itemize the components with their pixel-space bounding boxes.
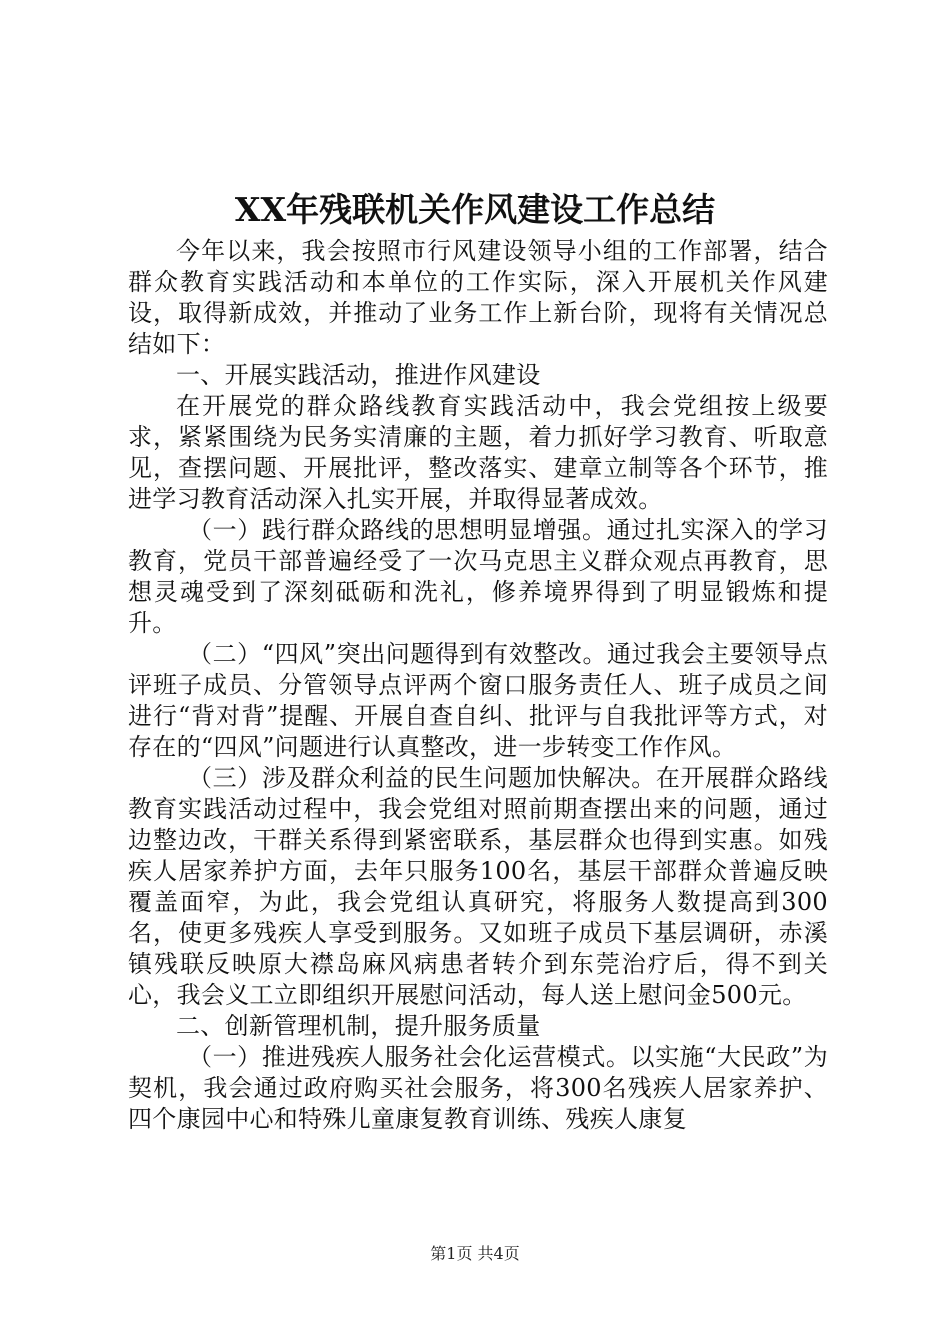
paragraph-item-1-1: （一）践行群众路线的思想明显增强。通过扎实深入的学习教育，党员干部普遍经受了一次马克思主义群众观点再教育，思想灵魂受到了深刻砥砺和洗礼，修养境界得到了明显锻炼和提升。 xyxy=(128,516,828,637)
section-heading-1: 一、开展实践活动，推进作风建设 xyxy=(176,361,541,389)
paragraph-item-1-3: （三）涉及群众利益的民生问题加快解决。在开展群众路线教育实践活动过程中，我会党组对照前期查摆出来的问题，通过边整边改，干群关系得到紧密联系，基层群众也得到实惠。如残疾人居家养护方面，去年只服务100名，基层干部群众普遍反映覆盖面窄，为此，我会党组认真研究，将服务人数提高到300名，使更多残疾人享受到服务。又如班子成员下基层调研，赤溪镇残联反映原大襟岛麻风病患者转介到东莞治疗后，得不到关心，我会义工立即组织开展慰问活动，每人送上慰问金500元。 xyxy=(128,764,828,1009)
page-footer: 第1页 共4页 xyxy=(430,1244,520,1263)
paragraph-item-1-2: （二）“四风”突出问题得到有效整改。通过我会主要领导点评班子成员、分管领导点评两个窗口服务责任人、班子成员之间进行“背对背”提醒、开展自查自纠、批评与自我批评等方式，对存在的“四风”问题进行认真整改，进一步转变工作作风。 xyxy=(128,640,828,761)
paragraph-intro: 今年以来，我会按照市行风建设领导小组的工作部署，结合群众教育实践活动和本单位的工作实际，深入开展机关作风建设，取得新成效，并推动了业务工作上新台阶，现将有关情况总结如下： xyxy=(128,237,828,358)
document-body xyxy=(128,236,828,1135)
paragraph-section-1: 在开展党的群众路线教育实践活动中，我会党组按上级要求，紧紧围绕为民务实清廉的主题，着力抓好学习教育、听取意见，查摆问题、开展批评，整改落实、建章立制等各个环节，推进学习教育活动深入扎实开展，并取得显著成效。 xyxy=(128,392,828,513)
section-heading-2: 二、创新管理机制，提升服务质量 xyxy=(176,1012,541,1040)
paragraph-item-2-1: （一）推进残疾人服务社会化运营模式。以实施“大民政”为契机，我会通过政府购买社会服务，将300名残疾人居家养护、四个康园中心和特殊儿童康复教育训练、残疾人康复 xyxy=(128,1043,828,1133)
document-title: XX年残联机关作风建设工作总结 xyxy=(234,190,716,229)
